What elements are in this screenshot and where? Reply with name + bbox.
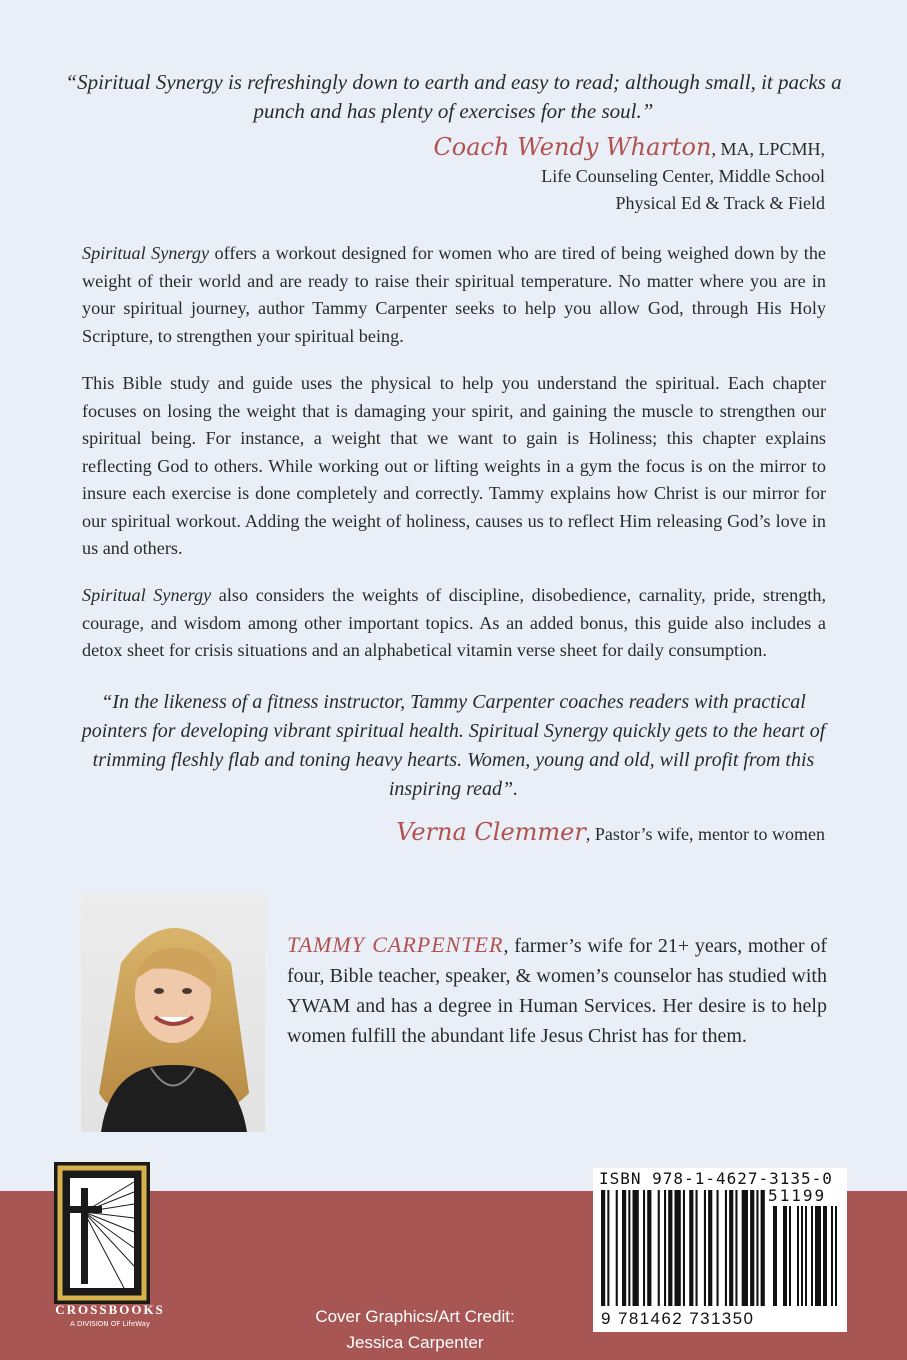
addon-bar [835, 1206, 837, 1306]
addon-bar [789, 1206, 791, 1306]
middle-quote: “In the likeness of a fitness instructor, Tammy Carpenter coaches readers with practical pointers for developing vibrant spiritual health. Spiritual Synergy quickly gets to the heart of trimming fleshly flab and toning heavy hearts. Women, young and old, will profit from this inspiring read”. [81, 691, 826, 800]
credit-name: Jessica Carpenter [346, 1333, 484, 1352]
publisher-logo [54, 1162, 150, 1304]
credit-label: Cover Graphics/Art Credit: [315, 1307, 515, 1326]
author-bio-text: , farmer’s wife for 21+ years, mother of four, Bible teacher, speaker, & women’s counselor has studied with YWAM and has a degree in Human Services. Her desire is to help women fulfill the abundant life Jesus Christ has for them. [287, 935, 827, 1047]
barcode-bar [664, 1190, 666, 1306]
description-paragraph-1 [82, 240, 826, 350]
middle-quote-author: Verna Clemmer [396, 818, 586, 846]
addon-bar [831, 1206, 833, 1306]
top-quote: “Spiritual Synergy is refreshingly down to earth and easy to read; although small, it packs a punch and has plenty of exercises for the soul.” [65, 70, 842, 123]
barcode-bar [735, 1190, 737, 1306]
barcode-icon [601, 1190, 841, 1310]
addon-bar [823, 1206, 827, 1306]
barcode-bar [704, 1190, 706, 1306]
middle-quote-attribution [265, 818, 825, 846]
top-quote-author: Coach Wendy Wharton [433, 133, 712, 161]
barcode-bar [750, 1190, 754, 1306]
barcode-bar [717, 1190, 719, 1306]
middle-quote-credentials: , Pastor’s wife, mentor to women [585, 824, 825, 844]
barcode-bar [729, 1190, 733, 1306]
top-quote-department: Physical Ed & Track & Field [615, 193, 825, 213]
paragraph-2-text: This Bible study and guide uses the physical to help you understand the spiritual. Each chapter focuses on losing the weight that is damaging your spirit, and gaining the muscle to strengthen our spiritual being. For instance, a weight that we want to gain is Holiness; this chapter explains reflecting God to others. While working out or lifting weights in a gym the focus is on the mirror to insure each exercise is done completely and correctly. Tammy explains how Christ is our mirror for our spiritual workout. Adding the weight of holiness, causes us to reflect Him releasing God’s love in us and others. [82, 373, 826, 558]
description-paragraph-3 [82, 582, 826, 665]
author-photo [81, 893, 265, 1132]
book-title: Spiritual Synergy [82, 585, 212, 605]
top-quote-credentials: , MA, LPCMH, [711, 139, 825, 159]
barcode-bar [607, 1190, 609, 1306]
ean-digits: 9 781462 731350 [601, 1309, 755, 1328]
paragraph-3-text: also considers the weights of discipline, disobedience, carnality, pride, strength, courage, and wisdom among other important topics. As an added bonus, this guide also includes a detox sheet for crisis situations and an alphabetical vitamin verse sheet for daily consumption. [82, 585, 826, 660]
addon-bar [773, 1206, 777, 1306]
barcode-bar [756, 1190, 758, 1306]
top-quote-affiliation: Life Counseling Center, Middle School [541, 166, 825, 186]
addon-bar [805, 1206, 807, 1306]
publisher-name: CROSSBOOKS [55, 1302, 165, 1317]
addon-bar [783, 1206, 787, 1306]
addon-bar [797, 1206, 799, 1306]
price-code: 51199 [768, 1186, 827, 1205]
barcode-bar [616, 1190, 618, 1306]
isbn-number: ISBN 978-1-4627-3135-0 [599, 1169, 833, 1188]
barcode-bar [689, 1190, 693, 1306]
barcode-bar [725, 1190, 727, 1306]
barcode-bar [643, 1190, 645, 1306]
addon-bar [815, 1206, 821, 1306]
author-bio [287, 930, 827, 1051]
author-portrait-icon [81, 893, 265, 1132]
barcode-bar [658, 1190, 660, 1306]
cross-logo-icon [54, 1162, 150, 1304]
barcode-bar [668, 1190, 672, 1306]
addon-bar [811, 1206, 813, 1306]
top-quote-attribution [305, 134, 825, 217]
barcode-bar [761, 1190, 765, 1306]
barcode-bar [675, 1190, 681, 1306]
book-title: Spiritual Synergy [82, 243, 210, 263]
barcode-bar [742, 1190, 748, 1306]
barcode-bar [696, 1190, 698, 1306]
barcode-bar [633, 1190, 639, 1306]
publisher-subtitle: A DIVISION OF LifeWay [69, 1320, 151, 1328]
barcode-bar [601, 1190, 605, 1306]
barcode-bar [628, 1190, 630, 1306]
cover-credit [290, 1304, 540, 1356]
paragraph-1-text: offers a workout designed for women who are tired of being weighed down by the weight of their world and are ready to raise their spiritual temperature. No matter where you are in your spiritual journey, author Tammy Carpenter seeks to help you allow God, through His Holy Scripture, to strengthen your spiritual being. [82, 243, 826, 346]
author-name: TAMMY CARPENTER [287, 932, 504, 957]
barcode-bar [683, 1190, 685, 1306]
description-paragraph-2 [82, 370, 826, 563]
barcode-bar [647, 1190, 651, 1306]
addon-bar [801, 1206, 803, 1306]
barcode-bar [708, 1190, 712, 1306]
barcode-bar [622, 1190, 626, 1306]
isbn-barcode [593, 1168, 847, 1332]
